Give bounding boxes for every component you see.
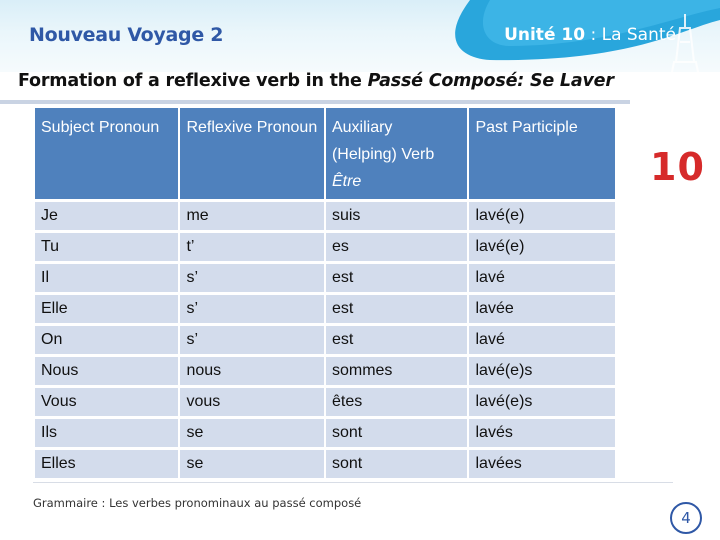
cell-reflexive: s’ bbox=[180, 264, 324, 292]
table-row bbox=[35, 295, 615, 323]
cell-auxiliary: est bbox=[326, 264, 468, 292]
cell-reflexive: me bbox=[180, 202, 324, 230]
cell-subject: Il bbox=[35, 264, 178, 292]
cell-participle: lavées bbox=[469, 450, 615, 478]
cell-subject: Tu bbox=[35, 233, 178, 261]
cell-subject: Je bbox=[35, 202, 178, 230]
cell-participle: lavés bbox=[469, 419, 615, 447]
table-row bbox=[35, 202, 615, 230]
cell-participle: lavé(e) bbox=[469, 233, 615, 261]
cell-reflexive: vous bbox=[180, 388, 324, 416]
footer-caption: Grammaire : Les verbes pronominaux au passé composé bbox=[33, 496, 362, 510]
cell-subject: Elle bbox=[35, 295, 178, 323]
unit-separator: : bbox=[585, 25, 602, 45]
cell-reflexive: se bbox=[180, 450, 324, 478]
unit-badge: 10 bbox=[650, 145, 705, 189]
unit-topic: La Santé bbox=[601, 25, 676, 45]
slide-title bbox=[18, 71, 614, 91]
cell-subject: Elles bbox=[35, 450, 178, 478]
cell-auxiliary: suis bbox=[326, 202, 468, 230]
cell-reflexive: t’ bbox=[180, 233, 324, 261]
cell-auxiliary: est bbox=[326, 295, 468, 323]
cell-participle: lavé bbox=[469, 264, 615, 292]
title-underline bbox=[0, 100, 630, 104]
cell-subject: Vous bbox=[35, 388, 178, 416]
cell-auxiliary: êtes bbox=[326, 388, 468, 416]
cell-auxiliary: sont bbox=[326, 450, 468, 478]
cell-subject: Nous bbox=[35, 357, 178, 385]
cell-subject: On bbox=[35, 326, 178, 354]
table-row bbox=[35, 450, 615, 478]
cell-reflexive: nous bbox=[180, 357, 324, 385]
table-row bbox=[35, 264, 615, 292]
cell-reflexive: se bbox=[180, 419, 324, 447]
cell-participle: lavé(e) bbox=[469, 202, 615, 230]
table-header-row bbox=[35, 108, 615, 199]
table-row bbox=[35, 419, 615, 447]
cell-reflexive: s’ bbox=[180, 295, 324, 323]
cell-auxiliary: est bbox=[326, 326, 468, 354]
table-row bbox=[35, 233, 615, 261]
table-row bbox=[35, 388, 615, 416]
header-auxiliary-label: Auxiliary (Helping) Verb bbox=[331, 119, 435, 163]
page-number: 4 bbox=[670, 502, 702, 534]
footer-divider bbox=[33, 482, 673, 483]
cell-participle: lavé bbox=[469, 326, 615, 354]
table-row bbox=[35, 357, 615, 385]
title-prefix: Formation of a reflexive verb in the bbox=[18, 71, 368, 91]
cell-participle: lavée bbox=[469, 295, 615, 323]
unit-label bbox=[504, 25, 676, 45]
cell-subject: Ils bbox=[35, 419, 178, 447]
cell-auxiliary: es bbox=[326, 233, 468, 261]
header-past-participle: Past Participle bbox=[469, 108, 615, 199]
table-row bbox=[35, 326, 615, 354]
header-auxiliary-verb-name: Être bbox=[331, 173, 362, 190]
unit-number: Unité 10 bbox=[504, 25, 586, 45]
conjugation-table bbox=[33, 105, 617, 481]
cell-auxiliary: sommes bbox=[326, 357, 468, 385]
cell-participle: lavé(e)s bbox=[469, 357, 615, 385]
brand-logo-text: Nouveau Voyage 2 bbox=[29, 24, 224, 46]
cell-reflexive: s’ bbox=[180, 326, 324, 354]
cell-auxiliary: sont bbox=[326, 419, 468, 447]
cell-participle: lavé(e)s bbox=[469, 388, 615, 416]
header-reflexive-pronoun: Reflexive Pronoun bbox=[180, 108, 324, 199]
header-auxiliary-verb bbox=[326, 108, 468, 199]
title-emphasis: Passé Composé: Se Laver bbox=[367, 71, 614, 91]
header-subject-pronoun: Subject Pronoun bbox=[35, 108, 178, 199]
